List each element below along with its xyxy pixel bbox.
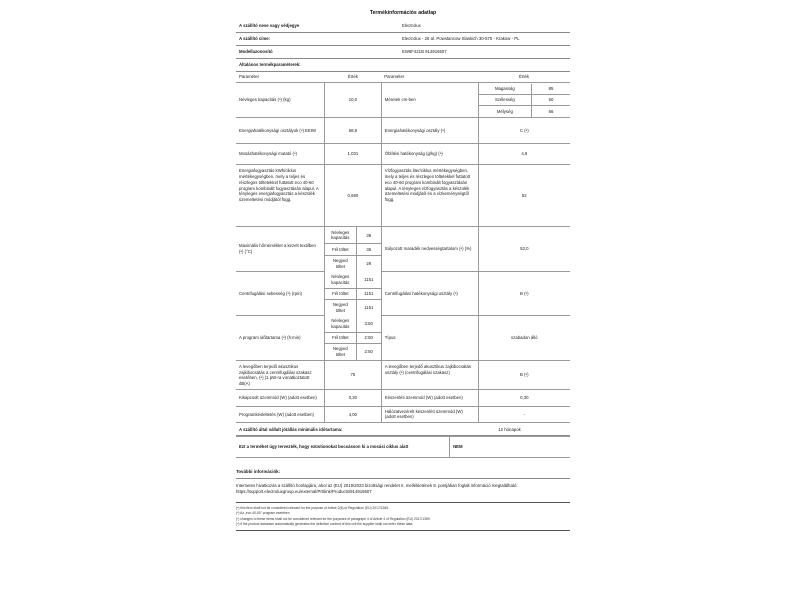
warranty-table (236, 423, 570, 436)
supplier-name-label: A szállító neve vagy védjegye (236, 20, 399, 32)
silver-ions-table (236, 436, 570, 457)
max-temperature-subtable-cell (325, 227, 382, 272)
temperature-row-rated (325, 227, 381, 243)
residual-moisture-label: Súlyozott maradék nedvességtartalom (ᵃ) (%) (381, 227, 478, 272)
model-identifier-row (236, 45, 570, 58)
footnote-a: (ᵃ) this item shall not be considered relevant for the purpose of Article 2(6) of Regulation (EU) 2017/1369. (236, 505, 389, 510)
networked-standby-value: - (478, 406, 570, 423)
parameters-table (236, 72, 570, 424)
duration-rated-value: 3:50 (356, 316, 381, 332)
off-mode-label: Kikapcsolt üzemmód (W) (adott esetben) (236, 390, 325, 406)
duration-row-quarter (325, 343, 381, 359)
row-max-temperature-residual-moisture (236, 227, 570, 272)
spin-row-rated (325, 272, 381, 288)
duration-row-rated (325, 316, 381, 332)
program-duration-subtable (325, 316, 381, 360)
temperature-rated-label: Névleges kapacitás (325, 227, 356, 243)
spin-half-label: Fél töltet (325, 288, 356, 299)
energy-consumption-label: Energiafogyasztás kWh/ciklus mértékegységben, mely a teljes és részlegns töltetekkel futtatott eco 40-60 program kombinált fogyasztásán alapul. A tényleges energiafogyasztás a készülék üzemeltetési módjától függ. (236, 165, 325, 227)
warranty-value: 12 hónapok (449, 423, 570, 435)
residual-moisture-value: 53,0 (478, 227, 570, 272)
networked-standby-label: Hálózatvezérelt készenléti üzemmód (W) (adott esetben) (381, 406, 478, 423)
appliance-type-value: szabadon álló (478, 316, 570, 361)
row-wash-rinse-efficiency (236, 143, 570, 164)
wash-efficiency-value: 1,031 (325, 143, 382, 164)
column-header-value-left: Érték (325, 72, 382, 83)
row-airborne-noise (236, 360, 570, 389)
energy-efficiency-class-label: Energiahatékonysági osztály (ᵃ) (381, 118, 478, 143)
dimensions-label: Méretek cm-ben (381, 83, 478, 118)
spin-row-quarter (325, 299, 381, 315)
dimension-depth-value: 66 (532, 106, 570, 117)
silver-ions-row (236, 437, 570, 457)
spin-speed-subtable (325, 272, 381, 316)
general-parameters-section-row (236, 58, 570, 71)
supplier-address-row (236, 32, 570, 45)
wash-efficiency-label: Mosáshatékonysági mutató (ᵃ) (236, 143, 325, 164)
temperature-row-quarter (325, 255, 381, 271)
spin-efficiency-class-label: Centrifugálási hatékonysági osztály (ᵃ) (381, 272, 478, 316)
general-parameters-label: Általános termékparaméterek: (236, 58, 570, 71)
footer-section (236, 458, 570, 532)
supplier-address-label: A szállító címe: (236, 32, 399, 45)
temperature-quarter-value: 29 (356, 255, 381, 271)
row-spin-speed-class (236, 272, 570, 316)
airborne-noise-class-value: B (ᵃ) (478, 360, 570, 389)
row-energy-water-consumption (236, 165, 570, 227)
spin-quarter-value: 1151 (356, 299, 381, 315)
dimension-width-label: Szélesség (479, 95, 532, 106)
supplier-name-value: Electrolux (399, 20, 570, 32)
water-consumption-value: 52 (478, 165, 570, 227)
spin-half-value: 1151 (356, 288, 381, 299)
spin-quarter-label: Negyed töltet (325, 299, 356, 315)
energy-efficiency-index-label: Energiahatékonysági osztályok (ᵃ) EEIW (236, 118, 325, 143)
silver-ions-label: Ezt a terméket úgy tervezték, hogy ezüstionokat bocsásson ki a mosási ciklus alatt (236, 437, 450, 457)
program-duration-label: A program időtartama (ᵃ) (h:min) (236, 316, 325, 361)
supplier-name-row (236, 20, 570, 32)
spin-rated-value: 1151 (356, 272, 381, 288)
appliance-type-label: Típus (381, 316, 478, 361)
supplier-table (236, 20, 570, 72)
dimension-row-depth (479, 106, 570, 117)
spin-row-half (325, 288, 381, 299)
warranty-row (236, 423, 570, 435)
dimension-height-label: Magasság (479, 84, 532, 95)
temperature-rated-value: 39 (356, 227, 381, 243)
standby-mode-label: Készenléti üzemmód (W) (adott esetben) (381, 390, 478, 406)
dimensions-subtable-cell (478, 83, 570, 118)
column-header-value-right: Érték (478, 72, 570, 83)
supplier-address-value: Electrolux - 26 al. Powstancow Slaskich 30-570 - Krakow - PL (399, 32, 570, 45)
further-information-label: További információk: (236, 466, 570, 479)
delay-start-label: Programkésleltetés (W) (adott esetben) (236, 406, 325, 423)
off-mode-value: 0,30 (325, 390, 382, 406)
energy-efficiency-class-value: C (ᵃ) (478, 118, 570, 143)
duration-half-value: 2:50 (356, 332, 381, 343)
spin-efficiency-class-value: B (ᵃ) (478, 272, 570, 316)
dimension-row-width (479, 95, 570, 106)
spin-speed-subtable-cell (325, 272, 382, 316)
temperature-half-label: Fél töltet (325, 244, 356, 255)
airborne-noise-value: 75 (325, 360, 382, 389)
dimension-depth-label: Mélység (479, 106, 532, 117)
column-header-parameter-left: Paraméter (236, 72, 325, 83)
dimension-row-height (479, 84, 570, 95)
row-energy-efficiency (236, 118, 570, 143)
row-program-duration-type (236, 316, 570, 361)
row-rated-capacity-dimensions (236, 83, 570, 118)
delay-start-value: 4,00 (325, 406, 382, 423)
spin-speed-label: Centrifugálási sebesség (ᵃ) (rpm) (236, 272, 325, 316)
row-off-standby-mode (236, 390, 570, 406)
temperature-row-half (325, 244, 381, 255)
footnote-c: (ᶜ) changes to these items shall not be considered relevant for the purposes of paragraph 4 of Article 4 of Regulation (EU) 2017/1369. (236, 516, 431, 521)
column-header-parameter-right: Paraméter (381, 72, 478, 83)
temperature-half-value: 36 (356, 244, 381, 255)
airborne-noise-class-label: A levegőben terjedő akusztikus zajkibocsátás osztály (ᵃ) (centrifugálási szakasz) (381, 360, 478, 389)
row-delay-start-networked-standby (236, 406, 570, 423)
column-header-row (236, 72, 570, 83)
page-title: Termékinformációs adatlap (369, 10, 437, 16)
silver-ions-value: NEM (450, 437, 570, 457)
further-information-text[interactable]: Internetes hivatkozás a szállító honlapjára, ahol az (EU) 2019/2023 bizottsági rendelet II. mellékletének 9. pontjában foglalt információ megtalálható: https://support.electroluxgroup.eu/external/PISlink/Products/914916507 (236, 479, 570, 503)
document-sheet (236, 10, 570, 531)
warranty-label: A szállító által vállalt jótállás minimális időtartama: (236, 423, 449, 435)
model-identifier-value: EW6F421B 914916507 (399, 45, 570, 58)
footnotes-list (236, 503, 570, 532)
footnote-b: (ᵇ) Az „eco 40-60" program esetében (236, 511, 290, 516)
temperature-quarter-label: Negyed töltet (325, 255, 356, 271)
energy-consumption-value: 0,680 (325, 165, 382, 227)
duration-rated-label: Névleges kapacitás (325, 316, 356, 332)
max-temperature-label: Maximális hőmérséklet a kezelt textilben (ᵃ) (°C) (236, 227, 325, 272)
model-identifier-label: Modellazonosító (236, 45, 399, 58)
dimension-height-value: 85 (532, 84, 570, 95)
standby-mode-value: 0,30 (478, 390, 570, 406)
rinse-efficiency-value: 4,9 (478, 143, 570, 164)
duration-quarter-label: Negyed töltet (325, 343, 356, 359)
duration-row-half (325, 332, 381, 343)
duration-half-label: Fél töltet (325, 332, 356, 343)
max-temperature-subtable (325, 227, 381, 271)
rated-capacity-value: 10,0 (325, 83, 382, 118)
footnote-d: (ᵈ) if the product database automatically generates the definitive content of this cell the supplier shall not enter these data. (236, 522, 414, 527)
dimensions-subtable (479, 84, 570, 117)
program-duration-subtable-cell (325, 316, 382, 361)
spin-rated-label: Névleges kapacitás (325, 272, 356, 288)
water-consumption-label: Vízfogyasztás liter/ciklus mértékegységben, mely a teljes és részleges töltetekkel futtatott eco 40-60 program kombinált fogyasztásán alapul. A tényleges vízfogyasztás a készülék üzemeltetési módjától és a vízkeménységtől függ. (381, 165, 478, 227)
dimension-width-value: 60 (532, 95, 570, 106)
airborne-noise-label: A levegőben terjedő akusztikus zajkibocsátás a centrifugálási szakasz esetében, (ᵃ) (1 pW-ra vonatkoztatott dB(A) (236, 360, 325, 389)
duration-quarter-value: 2:50 (356, 343, 381, 359)
energy-efficiency-index-value: 68,8 (325, 118, 382, 143)
rated-capacity-label: Névleges kapacitás (ᵃ) (kg) (236, 83, 325, 118)
rinse-efficiency-label: Öblítési hatékonyság (g/kg) (ᵃ) (381, 143, 478, 164)
